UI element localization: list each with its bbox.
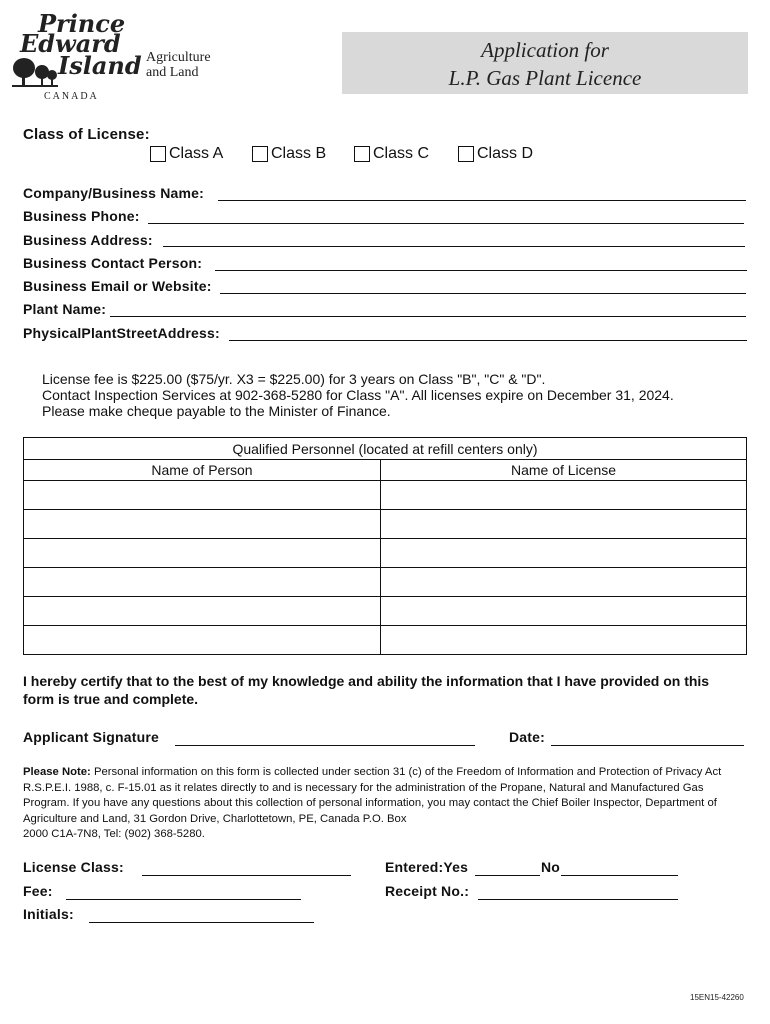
department-line-1: Agriculture xyxy=(146,50,211,65)
fee-info-line-1: License fee is $225.00 ($75/yr. X3 = $225.00) for 3 years on Class "B", "C" & "D". xyxy=(42,371,546,387)
table-row xyxy=(24,539,747,568)
class-d-checkbox[interactable] xyxy=(458,146,474,162)
license-name-cell[interactable] xyxy=(381,539,747,568)
contact-person-label: Business Contact Person: xyxy=(23,255,203,271)
company-name-label: Company/Business Name: xyxy=(23,185,205,201)
form-title-line-2: L.P. Gas Plant Licence xyxy=(448,66,642,90)
initials-label: Initials: xyxy=(23,906,74,922)
business-phone-field[interactable] xyxy=(148,223,744,224)
table-caption-row xyxy=(24,438,747,460)
person-name-cell[interactable] xyxy=(24,510,381,539)
license-name-cell[interactable] xyxy=(381,568,747,597)
privacy-note-last-line: 2000 C1A-7N8, Tel: (902) 368-5280. xyxy=(23,828,205,840)
class-b-option[interactable] xyxy=(252,145,326,163)
fee-info-line-3: Please make cheque payable to the Minister of Finance. xyxy=(42,403,391,419)
table-header-row xyxy=(24,460,747,481)
person-name-cell[interactable] xyxy=(24,626,381,655)
date-field[interactable] xyxy=(551,745,744,746)
tree-icon xyxy=(12,56,58,90)
table-row xyxy=(24,510,747,539)
class-a-option[interactable] xyxy=(150,145,223,163)
plant-address-field[interactable] xyxy=(229,340,747,341)
plant-name-field[interactable] xyxy=(110,316,746,317)
class-b-checkbox[interactable] xyxy=(252,146,268,162)
fee-field[interactable] xyxy=(66,899,301,900)
license-name-cell[interactable] xyxy=(381,597,747,626)
fee-info xyxy=(42,371,674,419)
fee-label: Fee: xyxy=(23,883,53,899)
fee-info-line-2: Contact Inspection Services at 902-368-5280 for Class "A". All licenses expire on December 31, 2024. xyxy=(42,387,674,403)
table-row xyxy=(24,597,747,626)
company-name-field[interactable] xyxy=(218,200,746,201)
class-d-label: Class D xyxy=(477,145,534,162)
class-c-label: Class C xyxy=(373,145,430,162)
contact-person-field[interactable] xyxy=(215,270,747,271)
license-name-cell[interactable] xyxy=(381,481,747,510)
date-label: Date: xyxy=(509,729,546,745)
person-name-cell[interactable] xyxy=(24,481,381,510)
plant-address-label: PhysicalPlantStreetAddress: xyxy=(23,325,220,341)
license-class-label: License Class: xyxy=(23,859,124,875)
license-name-cell[interactable] xyxy=(381,626,747,655)
logo-text-island: Island xyxy=(58,51,142,80)
receipt-no-field[interactable] xyxy=(478,899,678,900)
entered-yes-field[interactable] xyxy=(475,875,540,876)
class-c-checkbox[interactable] xyxy=(354,146,370,162)
logo-country: CANADA xyxy=(44,91,99,102)
class-a-label: Class A xyxy=(169,145,224,162)
class-c-option[interactable] xyxy=(354,145,429,163)
business-phone-label: Business Phone: xyxy=(23,208,140,224)
business-address-label: Business Address: xyxy=(23,232,153,248)
person-name-cell[interactable] xyxy=(24,539,381,568)
column-header-person: Name of Person xyxy=(24,460,381,481)
email-website-label: Business Email or Website: xyxy=(23,278,212,294)
table-row xyxy=(24,568,747,597)
pei-logo xyxy=(12,9,142,104)
certification-statement: I hereby certify that to the best of my knowledge and ability the information that I have provided on this form is true and complete. xyxy=(23,673,710,707)
logo-text-edward: Edward xyxy=(20,29,121,58)
department-name xyxy=(146,50,211,80)
class-a-checkbox[interactable] xyxy=(150,146,166,162)
email-website-field[interactable] xyxy=(220,293,746,294)
logo-text-prince: Prince xyxy=(38,9,126,38)
entered-no-field[interactable] xyxy=(561,875,678,876)
form-title-line-1: Application for xyxy=(481,38,609,62)
applicant-signature-label: Applicant Signature xyxy=(23,729,160,745)
applicant-signature-field[interactable] xyxy=(175,745,475,746)
table-row xyxy=(24,626,747,655)
table-row xyxy=(24,481,747,510)
department-line-2: and Land xyxy=(146,65,199,80)
person-name-cell[interactable] xyxy=(24,568,381,597)
privacy-note-prefix: Please Note: xyxy=(23,766,91,778)
business-address-field[interactable] xyxy=(163,246,745,247)
qualified-personnel-table xyxy=(23,437,747,655)
class-of-license-label: Class of License: xyxy=(23,126,150,143)
form-title xyxy=(342,32,748,94)
class-d-option[interactable] xyxy=(458,145,533,163)
license-name-cell[interactable] xyxy=(381,510,747,539)
privacy-note-text: Personal information on this form is collected under section 31 (c) of the Freedom of Information and Protection of Privacy Act R.S.P.E.I. 1988, c. F-15.01 as it relates directly to and is necessary for the administration of the Propane, Natural and Manufactured Gas Program. If you have any questions about this collection of personal information, you may contact the Chief Boiler Inspector, Department of Agriculture and Land, 31 Gordon Drive, Charlottetown, PE, Canada P.O. Box xyxy=(23,766,722,825)
form-code: 15EN15-42260 xyxy=(690,993,744,1002)
class-b-label: Class B xyxy=(271,145,327,162)
column-header-license: Name of License xyxy=(381,460,747,481)
person-name-cell[interactable] xyxy=(24,597,381,626)
entered-yes-label: Entered:Yes xyxy=(385,859,469,875)
table-caption: Qualified Personnel (located at refill centers only) xyxy=(24,438,747,460)
entered-no-label: No xyxy=(541,859,561,875)
privacy-note xyxy=(23,765,745,843)
plant-name-label: Plant Name: xyxy=(23,301,107,317)
initials-field[interactable] xyxy=(89,922,314,923)
receipt-no-label: Receipt No.: xyxy=(385,883,470,899)
license-class-field[interactable] xyxy=(142,875,351,876)
